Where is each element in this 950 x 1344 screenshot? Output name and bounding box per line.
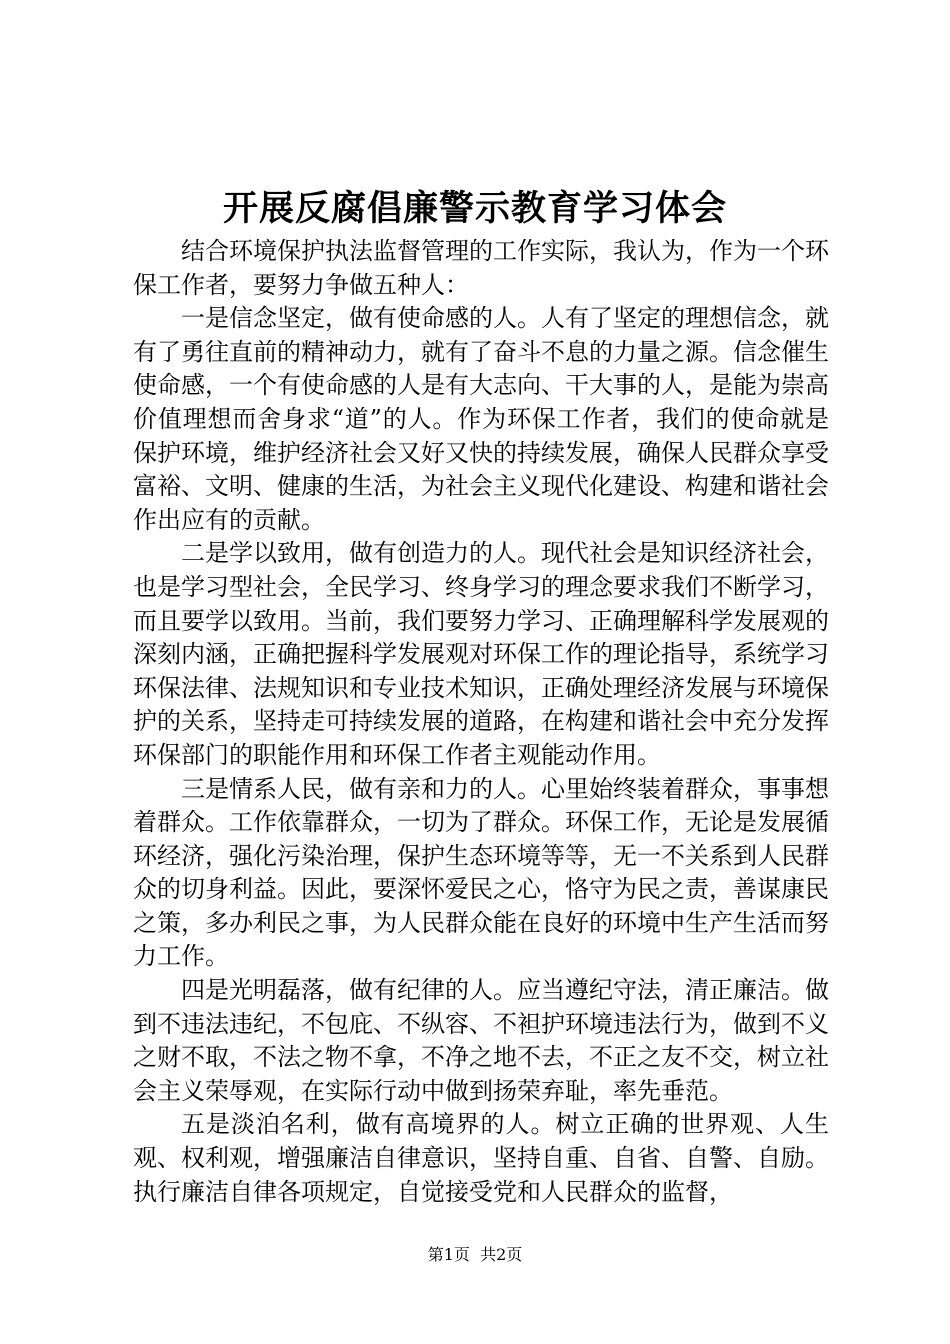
paragraph-point-4: 四是光明磊落，做有纪律的人。应当遵纪守法，清正廉洁。做到不违法违纪，不包庇、不纵容、不袒护环境违法行为，做到不义之财不取，不法之物不拿，不净之地不去，不正之友不交，树立社会主义荣辱观，在实际行动中做到扬荣弃耻，率先垂范。 xyxy=(133,976,829,1105)
page-number-total: 共2页 xyxy=(480,1245,523,1264)
paragraph-point-3: 三是情系人民，做有亲和力的人。心里始终装着群众，事事想着群众。工作依靠群众，一切为了群众。环保工作，无论是发展循环经济，强化污染治理，保护生态环境等等，无一不关系到人民群众的切身利益。因此，要深怀爱民之心，恪守为民之责，善谋康民之策，多办利民之事，为人民群众能在良好的环境中生产生活而努力工作。 xyxy=(133,774,829,971)
page-footer xyxy=(0,1243,950,1267)
page-number-current: 第1页 xyxy=(427,1245,470,1264)
paragraph-point-1: 一是信念坚定，做有使命感的人。人有了坚定的理想信念，就有了勇往直前的精神动力，就有了奋斗不息的力量之源。信念催生使命感，一个有使命感的人是有大志向、干大事的人，是能为崇高价值理想而舍身求“道”的人。作为环保工作者，我们的使命就是保护环境，维护经济社会又好又快的持续发展，确保人民群众享受富裕、文明、健康的生活，为社会主义现代化建设、构建和谐社会作出应有的贡献。 xyxy=(133,304,829,534)
paragraph-point-5: 五是淡泊名利，做有高境界的人。树立正确的世界观、人生观、权利观，增强廉洁自律意识，坚持自重、自省、自警、自励。执行廉洁自律各项规定，自觉接受党和人民群众的监督， xyxy=(133,1110,829,1206)
paragraph-intro: 结合环境保护执法监督管理的工作实际，我认为，作为一个环保工作者，要努力争做五种人： xyxy=(133,237,829,299)
document-body xyxy=(133,235,829,1209)
paragraph-point-2: 二是学以致用，做有创造力的人。现代社会是知识经济社会，也是学习型社会，全民学习、终身学习的理念要求我们不断学习，而且要学以致用。当前，我们要努力学习、正确理解科学发展观的深刻内涵，正确把握科学发展观对环保工作的理论指导，系统学习环保法律、法规知识和专业技术知识，正确处理经济发展与环境保护的关系，坚持走可持续发展的道路，在构建和谐社会中充分发挥环保部门的职能作用和环保工作者主观能动作用。 xyxy=(133,539,829,769)
document-title: 开展反腐倡廉警示教育学习体会 xyxy=(222,188,727,229)
